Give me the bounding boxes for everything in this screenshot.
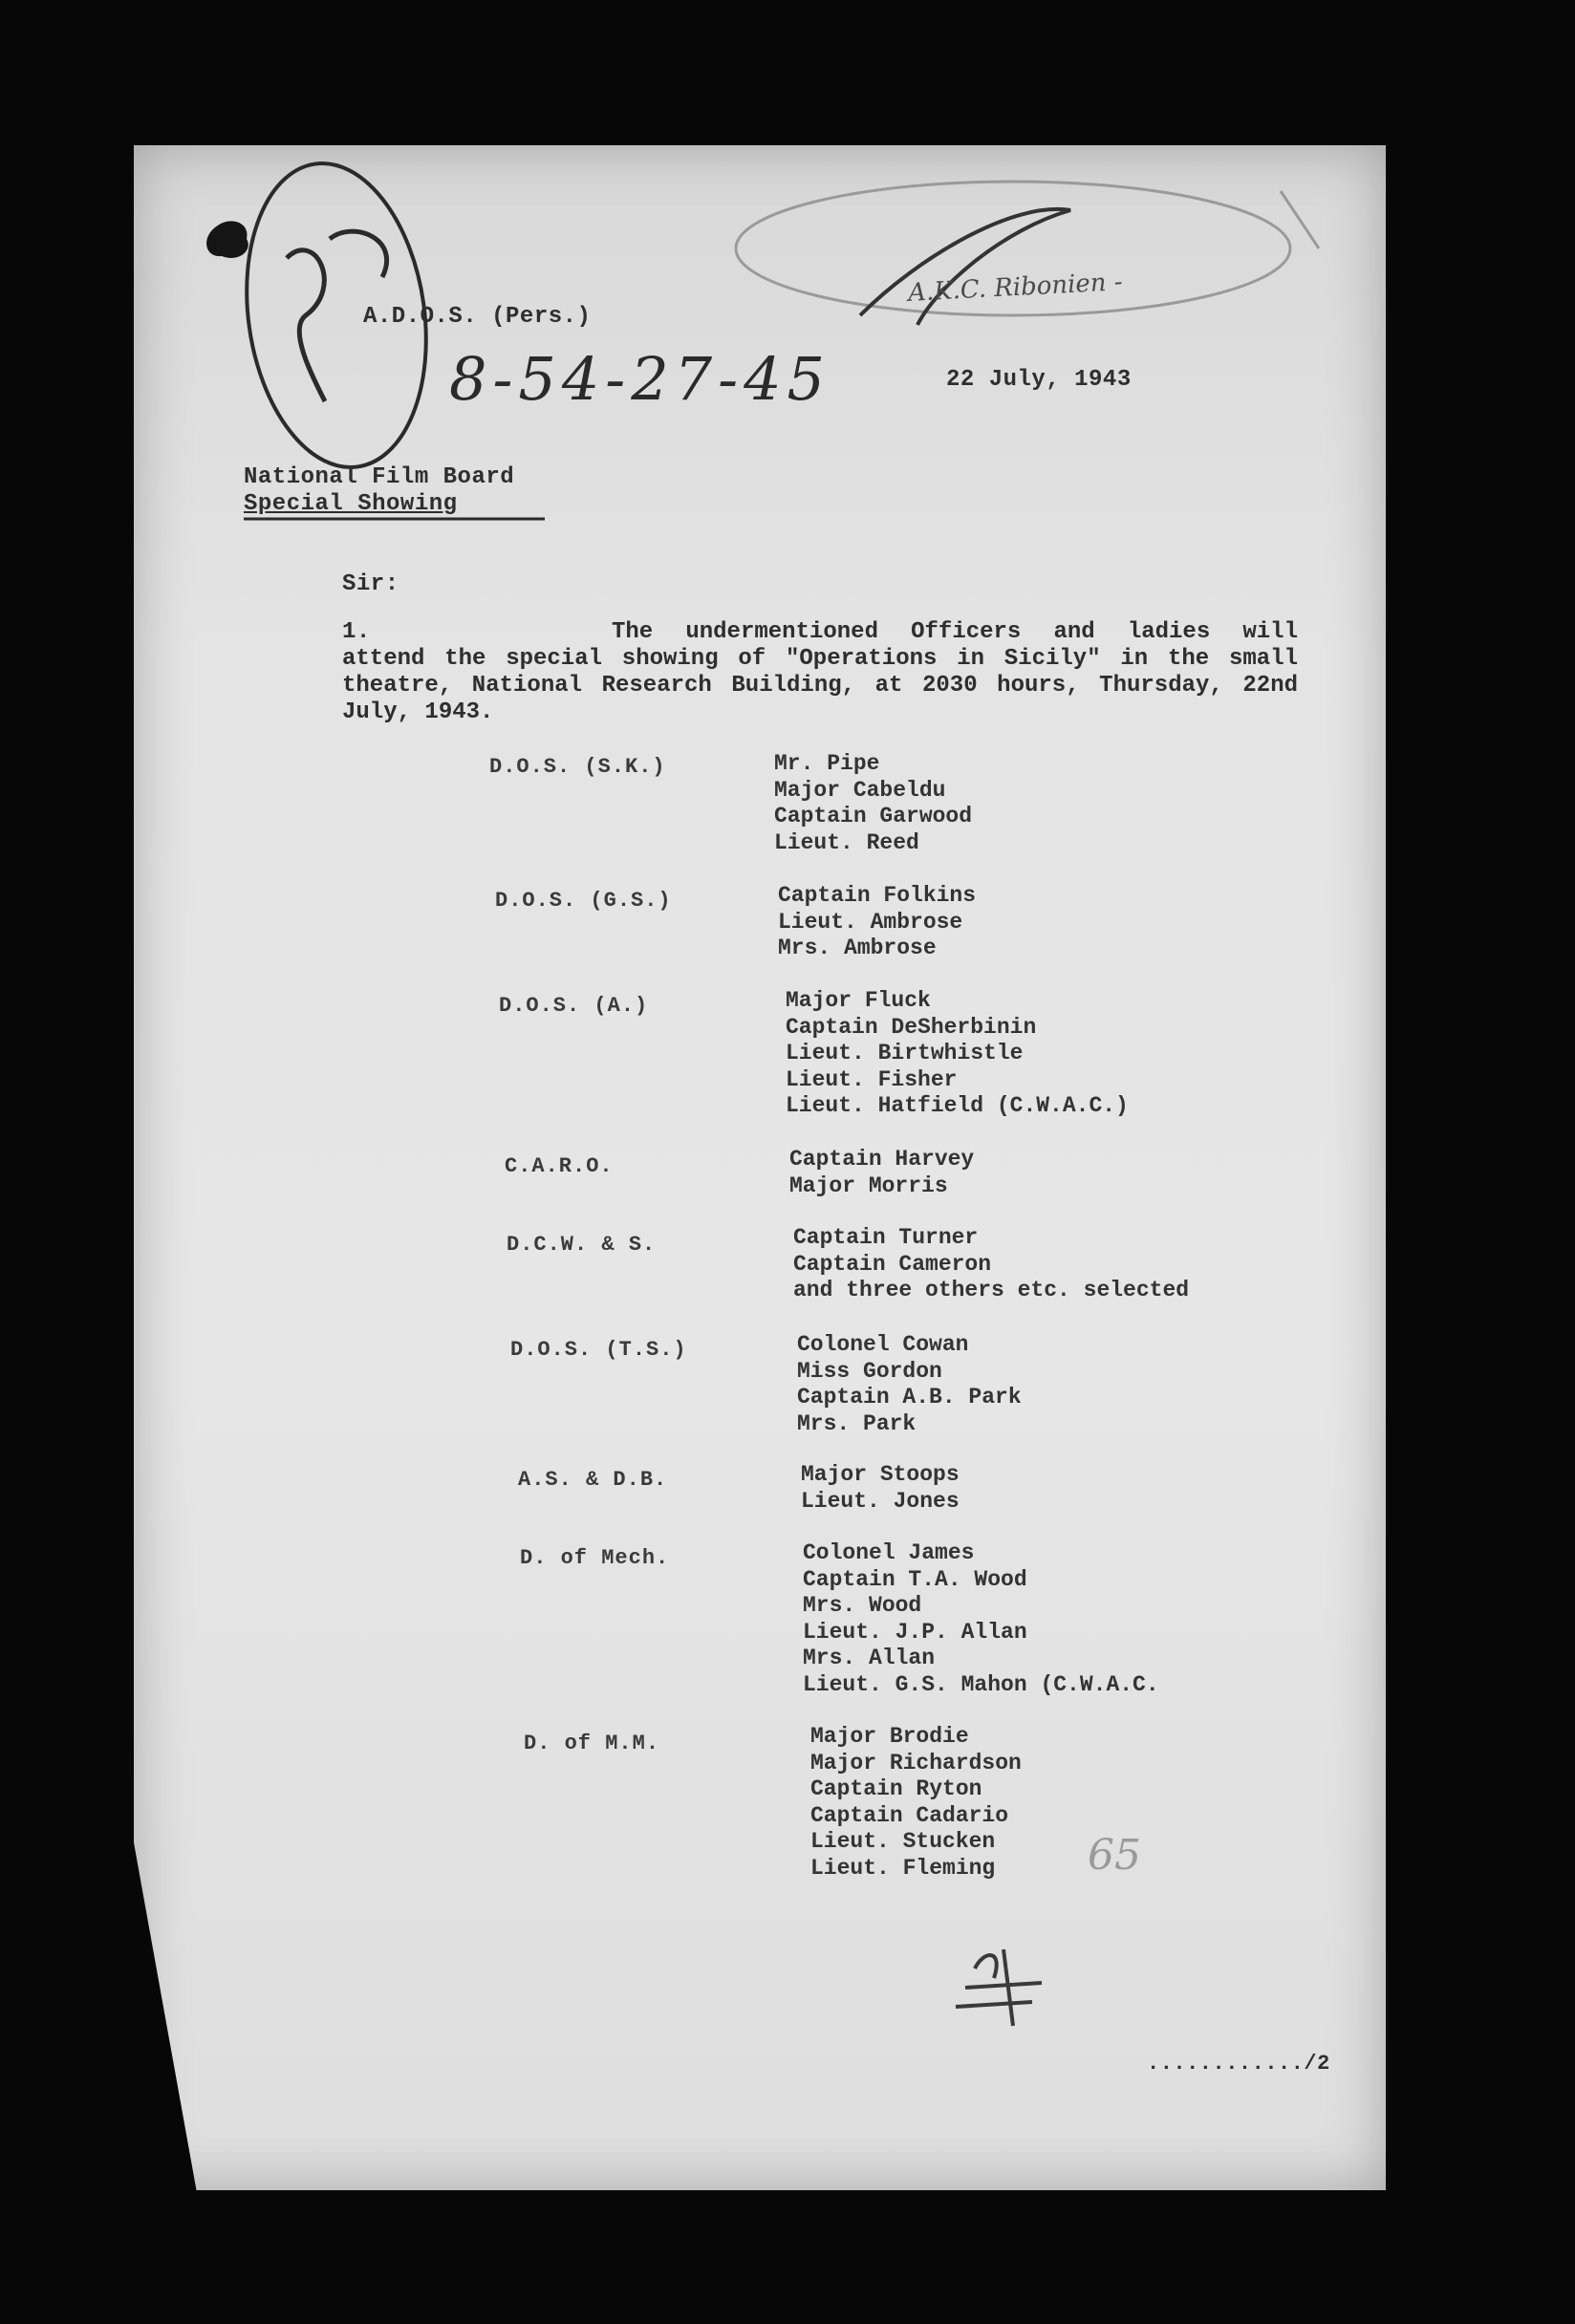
names-block — [803, 1540, 1159, 1698]
attendee-name: Captain Folkins — [778, 883, 977, 908]
attendee-name: Major Richardson — [810, 1750, 1022, 1775]
dept-label: D. of M.M. — [524, 1732, 660, 1755]
names-block — [778, 883, 976, 962]
ink-blot-icon — [206, 221, 248, 258]
paragraph-number: 1. — [342, 619, 371, 645]
attendee-name: Mrs. Wood — [803, 1593, 922, 1618]
attendee-name: Mrs. Ambrose — [778, 936, 937, 960]
names-block — [810, 1724, 1022, 1882]
file-number-handwritten: 8-54-27-45 — [449, 344, 831, 414]
dept-label: D.C.W. & S. — [507, 1233, 657, 1257]
attendee-name: Lieut. Fleming — [810, 1855, 996, 1881]
attendee-name: Captain Cadario — [810, 1802, 1009, 1828]
dept-label: D.O.S. (T.S.) — [510, 1338, 687, 1362]
date-line: 22 July, 1943 — [946, 367, 1132, 393]
attendee-name: Mr. Pipe — [774, 751, 880, 776]
attendee-name: Mrs. Allan — [803, 1646, 936, 1670]
attendee-name: Lieut. Hatfield (C.W.A.C.) — [786, 1093, 1129, 1118]
bottom-mark-icon — [956, 1949, 1042, 2026]
dept-label: A.S. & D.B. — [518, 1468, 668, 1492]
attendee-name: Lieut. Stucken — [810, 1829, 996, 1854]
names-block — [786, 988, 1129, 1120]
attendee-name: Miss Gordon — [797, 1358, 942, 1384]
attendee-name: Major Stoops — [801, 1462, 960, 1487]
attendee-name: Mrs. Park — [797, 1410, 917, 1436]
attendee-name: Lieut. Birtwhistle — [786, 1041, 1024, 1065]
attendee-name: Lieut. G.S. Mahon (C.W.A.C. — [803, 1671, 1159, 1697]
subject-subtitle: Special Showing — [244, 491, 458, 517]
attendee-name: Lieut. Fisher — [786, 1066, 958, 1092]
dept-label: C.A.R.O. — [505, 1154, 614, 1178]
salutation: Sir: — [342, 571, 399, 597]
attendee-name: Captain A.B. Park — [797, 1385, 1022, 1409]
attendee-name: Captain Harvey — [789, 1147, 975, 1172]
margin-note-handwritten: 65 — [1088, 1831, 1141, 1880]
attendee-name: and three others etc. selected — [793, 1278, 1190, 1302]
body-paragraph: The undermentioned Officers and ladies will attend the special showing of "Operations in Sicily" in the small theatre, National Research Building, at 2030 hours, Thursday, 22nd July, 1943. — [342, 619, 1298, 725]
dept-label: D.O.S. (S.K.) — [489, 755, 666, 779]
names-block — [797, 1332, 1022, 1437]
subject-title: National Film Board — [244, 464, 515, 490]
page-continuation-marker: ............/2 — [1147, 2052, 1330, 2076]
attendee-name: Captain Ryton — [810, 1776, 982, 1801]
names-block — [801, 1462, 960, 1515]
attendee-name: Colonel James — [803, 1540, 975, 1565]
attendee-name: Lieut. Ambrose — [778, 909, 963, 935]
dept-label: D.O.S. (G.S.) — [495, 889, 672, 913]
attendee-name: Captain DeSherbinin — [786, 1014, 1037, 1040]
names-block — [774, 751, 972, 856]
attendee-name: Captain Turner — [793, 1225, 979, 1250]
attendee-name: Colonel Cowan — [797, 1332, 969, 1357]
attendee-name: Major Morris — [789, 1173, 948, 1198]
attendee-name: Lieut. J.P. Allan — [803, 1619, 1027, 1645]
attendee-name: Lieut. Reed — [774, 829, 919, 855]
from-line: A.D.O.S. (Pers.) — [363, 304, 592, 330]
attendee-name: Captain Garwood — [774, 804, 973, 828]
dept-label: D. of Mech. — [520, 1546, 670, 1570]
handwritten-annotation-top: A.K.C. Ribonien - — [907, 268, 1124, 308]
attendee-name: Major Fluck — [786, 988, 931, 1013]
names-block — [793, 1225, 1189, 1304]
dept-label: D.O.S. (A.) — [499, 994, 649, 1018]
attendee-name: Major Cabeldu — [774, 777, 946, 803]
names-block — [789, 1147, 974, 1199]
attendee-name: Major Brodie — [810, 1724, 969, 1749]
attendee-name: Captain T.A. Wood — [803, 1566, 1027, 1592]
attendee-name: Captain Cameron — [793, 1251, 992, 1277]
attendee-name: Lieut. Jones — [801, 1488, 960, 1514]
